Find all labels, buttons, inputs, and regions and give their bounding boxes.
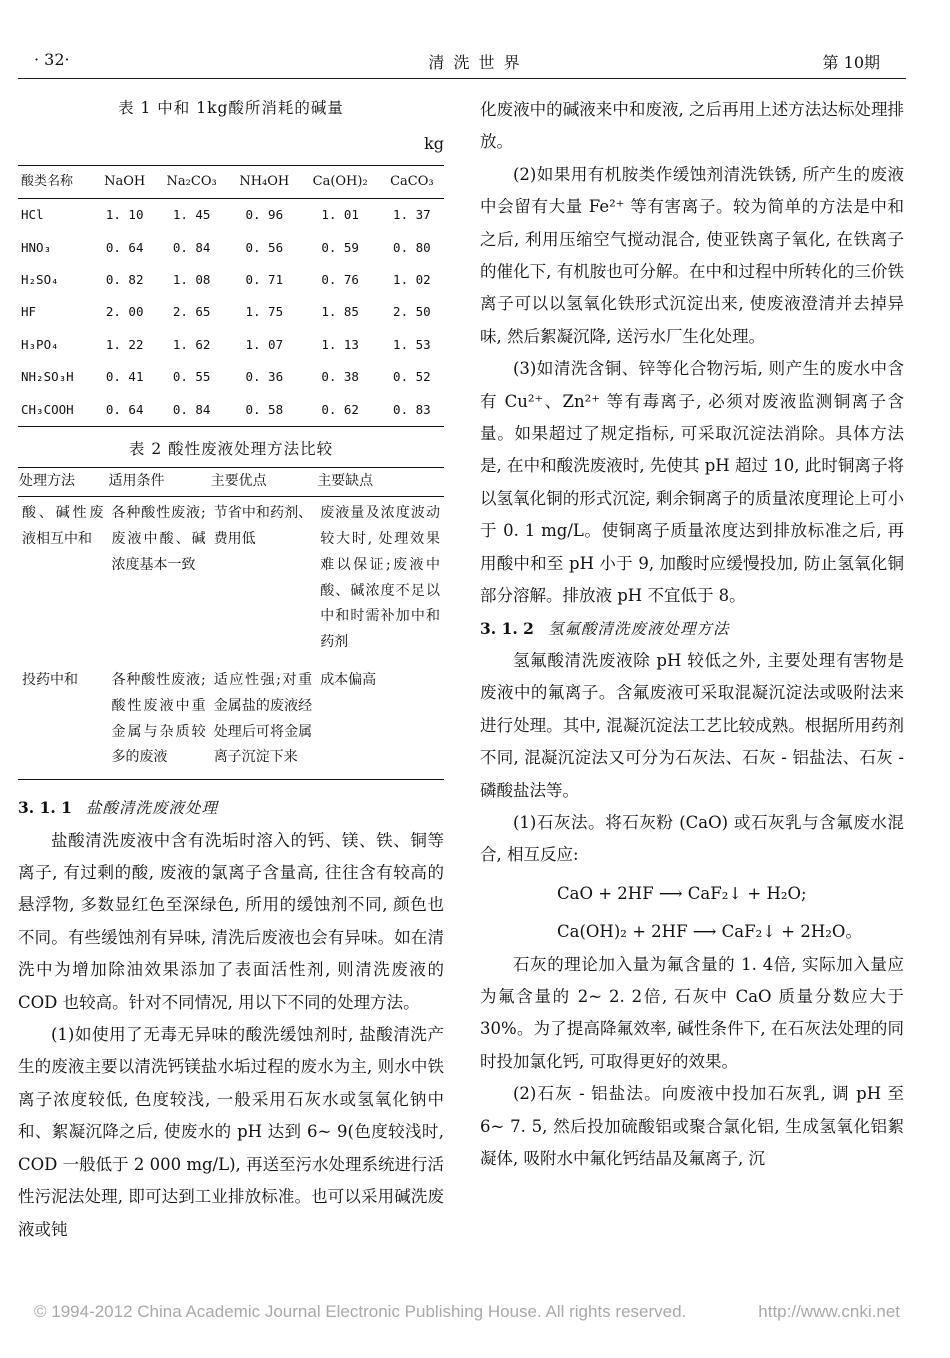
table1-header-cell: Ca(OH)₂ xyxy=(312,173,368,189)
table1-cell: 0. 59 xyxy=(321,239,359,255)
table1-cell: 0. 84 xyxy=(172,401,211,417)
table2-cell: 成本偏高 xyxy=(320,672,377,689)
table1-cell: 0. 55 xyxy=(172,369,211,385)
table1-unit: kg xyxy=(424,134,444,154)
body-paragraph: 氢氟酸清洗废液除 pH 较低之外, 主要处理有害物是废液中的氟离子。含氟废液可采取混凝沉淀法或吸附法来进行处理。其中, 混凝沉淀法工艺比较成熟。根据所用药剂不同, 混凝沉淀法又可分为石灰法、石灰 - 铝盐法、石灰 - 磷酸盐法等。 xyxy=(480,650,904,800)
table1-cell: 0. 84 xyxy=(172,239,211,255)
table-row xyxy=(18,394,444,427)
table1-cell: 1. 08 xyxy=(172,272,211,288)
table1-cell: 1. 75 xyxy=(245,304,284,320)
table2-cell: 节省中和药剂、费用低 xyxy=(213,505,313,548)
table-row xyxy=(18,329,444,361)
table1-cell: 2. 65 xyxy=(172,304,211,320)
table1-caption: 表 1 中和 1kg酸所消耗的碱量 xyxy=(118,99,344,117)
table1-cell: CH₃COOH xyxy=(21,401,74,417)
table1-cell: 0. 52 xyxy=(393,369,431,385)
table1-cell: H₂SO₄ xyxy=(21,272,59,288)
table1 xyxy=(18,165,444,427)
body-paragraph: 盐酸清洗废液中含有洗垢时溶入的钙、镁、铁、铜等离子, 有过剩的酸, 废液的氯离子含量高, 往往含有较高的悬浮物, 多数显红色至深绿色, 所用的缓蚀剂不同, 颜色也不同。有些缓蚀剂有异味, 清洗后废液也会有异味。如在清洗中为增加除油效果添加了表面活性剂, 则清洗废液的 COD 也较高。针对不同情况, 用以下不同的处理方法。 xyxy=(18,830,444,1012)
journal-title: 清 洗 世 界 xyxy=(428,53,522,72)
table1-cell: 1. 10 xyxy=(105,207,144,223)
table-row xyxy=(18,664,444,780)
section-number: 3. 1. 2 xyxy=(480,618,534,638)
table1-cell: H₃PO₄ xyxy=(21,336,59,352)
table1-cell: 1. 01 xyxy=(321,207,359,223)
issue-label: 第 10期 xyxy=(822,53,880,72)
section-title: 盐酸清洗废液处理 xyxy=(85,799,218,818)
table1-cell: 0. 96 xyxy=(245,207,284,223)
equation: CaO + 2HF ⟶ CaF₂↓ + H₂O; xyxy=(557,883,807,903)
table1-cell: NH₂SO₃H xyxy=(21,369,74,385)
section-heading xyxy=(480,613,904,645)
table2 xyxy=(18,467,444,780)
header-rule xyxy=(18,78,906,79)
table1-cell: 1. 13 xyxy=(321,336,359,352)
body-paragraph: (3)如清洗含铜、锌等化合物污垢, 则产生的废水中含有 Cu²⁺、Zn²⁺ 等有毒离子, 必须对废液监测铜离子含量。如果超过了规定指标, 可采取沉淀法消除。具体方法是, 在中和酸洗废液时, 先使其 pH 超过 10, 此时铜离子将以氢氧化铜的形式沉淀, 剩余铜离子的质量浓度理论上可小于 0. 1 mg/L。使铜离子质量浓度达到排放标准之后, 再用酸中和至 pH 小于 9, 加酸时应缓慢投加, 防止氢氧化铜部分溶解。排放液 pH 不宜低于 8。 xyxy=(480,359,904,606)
copyright-text: © 1994-2012 China Academic Journal Electronic Publishing House. All rights reserved. xyxy=(34,1302,687,1321)
body-paragraph: (1)如使用了无毒无异味的酸洗缓蚀剂时, 盐酸清洗产生的废液主要以清洗钙镁盐水垢过程的废水为主, 则水中铁离子浓度较低, 色度较浅, 一般采用石灰水或氢氧化钠中和、絮凝沉降之后, 使废水的 pH 达到 6~ 9(色度较浅时, COD 一般低于 2 000 mg/L), 再送至污水处理系统进行活性污泥法处理, 即可达到工业排放标准。也可以采用碱洗废液或钝 xyxy=(18,1025,445,1239)
table1-cell: 0. 36 xyxy=(245,369,284,385)
copyright-footer xyxy=(34,1302,900,1322)
table1-cell: 0. 64 xyxy=(105,239,144,255)
table1-cell: 0. 62 xyxy=(321,401,359,417)
table1-cell: 0. 71 xyxy=(245,272,284,288)
table1-header-cell: CaCO₃ xyxy=(390,173,434,189)
table2-cell: 废液量及浓度波动较大时, 处理效果难以保证;废液中酸、碱浓度不足以中和时需补加中和药剂 xyxy=(320,505,440,651)
section-title: 氢氟酸清洗废液处理方法 xyxy=(547,619,730,638)
right-column xyxy=(480,94,904,1175)
table1-cell: 1. 45 xyxy=(172,207,211,223)
table2-header-cell: 适用条件 xyxy=(108,473,165,490)
table1-cell: HNO₃ xyxy=(21,239,52,255)
body-paragraph: 石灰的理论加入量为氟含量的 1. 4倍, 实际加入量应为氟含量的 2~ 2. 2倍, 石灰中 CaO 质量分数应大于 30%。为了提高降氟效率, 碱性条件下, 在石灰法处理的同时投加氯化钙, 可取得更好的效果。 xyxy=(480,954,904,1071)
table1-cell: 0. 38 xyxy=(321,369,359,385)
table2-header-cell: 主要优点 xyxy=(210,473,267,490)
table1-header-cell: Na₂CO₃ xyxy=(166,173,217,189)
table-row xyxy=(18,296,444,328)
table-row xyxy=(18,264,444,296)
body-paragraph: (1)石灰法。将石灰粉 (CaO) 或石灰乳与含氟废水混合, 相互反应: xyxy=(480,812,904,865)
table-row xyxy=(18,361,444,393)
table-row xyxy=(18,497,444,664)
table2-cell: 投药中和 xyxy=(22,672,78,689)
body-paragraph: 化废液中的碱液来中和废液, 之后再用上述方法达标处理排放。 xyxy=(480,100,904,152)
page-number: · 32· xyxy=(34,50,70,69)
left-column xyxy=(18,92,444,1246)
table2-header-cell: 主要缺点 xyxy=(317,473,374,490)
table1-cell: HF xyxy=(21,304,37,320)
table1-cell: HCl xyxy=(21,207,44,223)
section-heading xyxy=(18,792,444,824)
table1-cell: 1. 85 xyxy=(321,304,359,320)
table1-cell: 2. 50 xyxy=(393,304,431,320)
table1-cell: 1. 07 xyxy=(245,336,284,352)
table1-cell: 0. 58 xyxy=(245,401,284,417)
table1-header-cell: NH₄OH xyxy=(239,173,290,189)
table1-cell: 1. 37 xyxy=(393,207,431,223)
table1-cell: 0. 76 xyxy=(321,272,359,288)
table1-header-cell: 酸类名称 xyxy=(21,173,74,189)
section-number: 3. 1. 1 xyxy=(18,798,72,818)
equation: Ca(OH)₂ + 2HF ⟶ CaF₂↓ + 2H₂O。 xyxy=(557,922,862,942)
table2-header-cell: 处理方法 xyxy=(19,473,75,490)
table1-cell: 1. 53 xyxy=(393,336,431,352)
table2-cell: 各种酸性废液;废液中酸、碱浓度基本一致 xyxy=(111,505,206,573)
cnki-link[interactable]: http://www.cnki.net xyxy=(758,1302,900,1321)
table2-cell: 适应性强;对重金属盐的废液经处理后可将金属离子沉淀下来 xyxy=(213,672,313,766)
table1-cell: 0. 56 xyxy=(245,239,284,255)
table1-header-cell: NaOH xyxy=(104,173,146,189)
table1-cell: 0. 80 xyxy=(393,239,431,255)
table1-cell: 1. 22 xyxy=(105,336,144,352)
table-row xyxy=(18,232,444,264)
table1-cell: 1. 02 xyxy=(393,272,431,288)
table2-cell: 各种酸性废液;酸性废液中重金属与杂质较多的废液 xyxy=(111,672,206,766)
table1-cell: 0. 41 xyxy=(105,369,144,385)
table1-cell: 1. 62 xyxy=(172,336,211,352)
body-paragraph: (2)如果用有机胺类作缓蚀剂清洗铁锈, 所产生的废液中会留有大量 Fe²⁺ 等有害离子。较为简单的方法是中和之后, 利用压缩空气搅动混合, 使亚铁离子氧化, 在铁离子的催化下, 有机胺也可分解。在中和过程中所转化的三价铁离子可以以氢氧化铁形式沉淀出来, 使废液澄清并去掉异味, 然后絮凝沉降, 送污水厂生化处理。 xyxy=(480,164,904,346)
table1-cell: 2. 00 xyxy=(105,304,144,320)
table1-cell: 0. 64 xyxy=(105,401,144,417)
table2-cell: 酸、碱性废液相互中和 xyxy=(22,505,104,548)
table1-cell: 0. 82 xyxy=(105,272,144,288)
table-row xyxy=(18,199,444,232)
table1-cell: 0. 83 xyxy=(393,401,431,417)
table2-caption: 表 2 酸性废液处理方法比较 xyxy=(128,440,334,459)
body-paragraph: (2)石灰 - 铝盐法。向废液中投加石灰乳, 调 pH 至 6~ 7. 5, 然后投加硫酸铝或聚合氯化铝, 生成氢氧化铝絮凝体, 吸附水中氟化钙结晶及氟离子, 沉 xyxy=(480,1084,904,1168)
